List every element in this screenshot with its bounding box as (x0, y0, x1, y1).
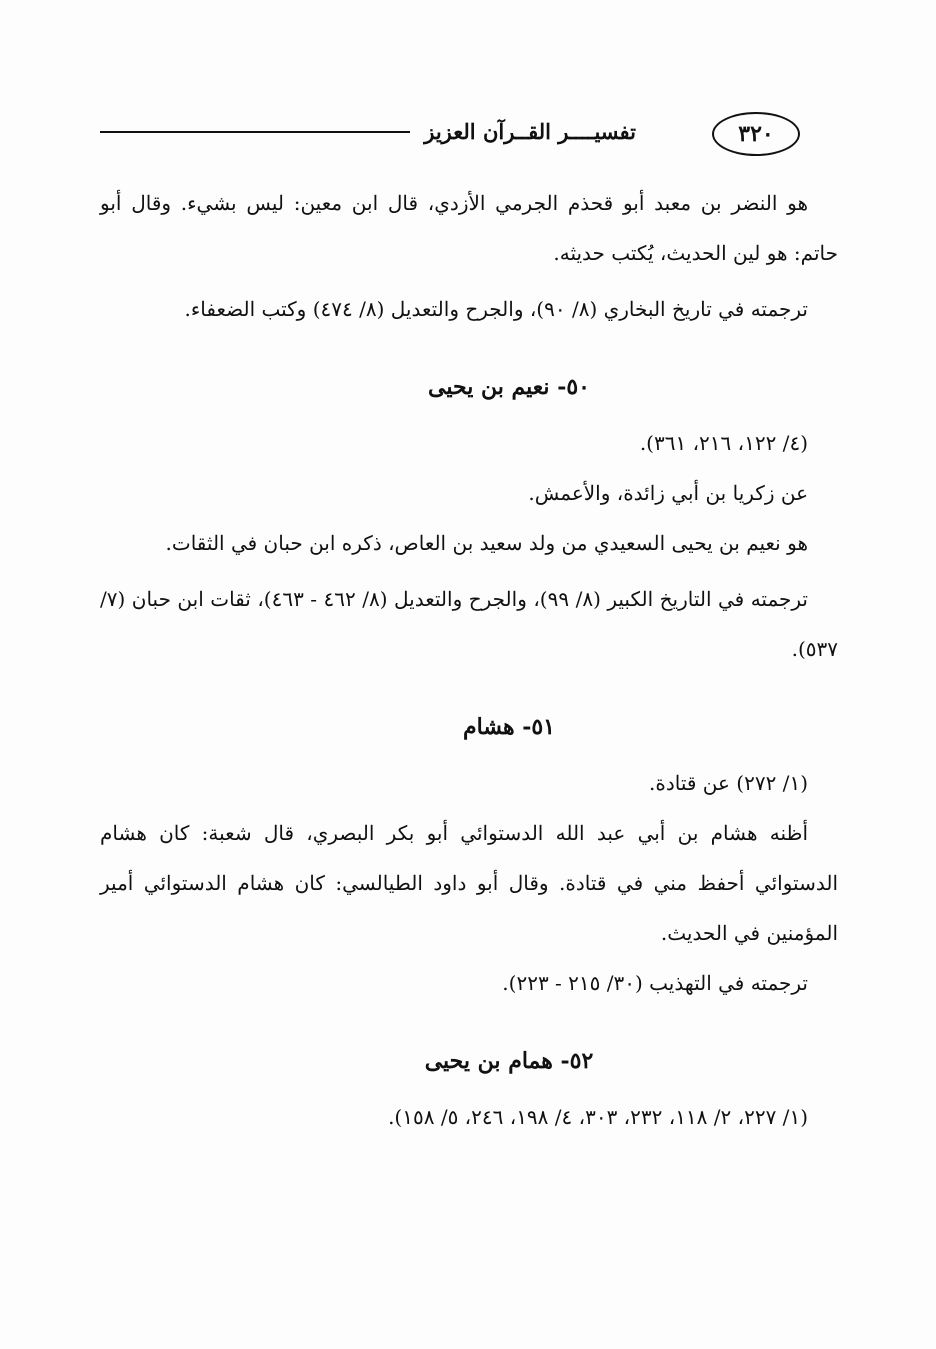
running-title: تفسيــــر القــرآن العزيز (410, 114, 650, 150)
paragraph-naim-refs: ترجمته في التاريخ الكبير (٨/ ٩٩)، والجرح والتعديل (٨/ ٤٦٢ - ٤٦٣)، ثقات ابن حبان (٧/ ٥٣٧). (100, 587, 838, 661)
paragraph-naim-bio: هو نعيم بن يحيى السعيدي من ولد سعيد بن العاص، ذكره ابن حبان في الثقات. (165, 531, 808, 555)
paragraph-hisham-bio: أظنه هشام بن أبي عبد الله الدستوائي أبو بكر البصري، قال شعبة: كان هشام الدستوائي أحفظ مني في قتادة. وقال أبو داود الطيالسي: كان هشام الدستوائي أمير المؤمنين في الحديث. (100, 821, 838, 945)
paragraph-hisham-refs: ترجمته في التهذيب (٣٠/ ٢١٥ - ٢٢٣). (502, 971, 808, 995)
page-number: ٣٢٠ (712, 112, 800, 156)
paragraph-nadr-refs: ترجمته في تاريخ البخاري (٨/ ٩٠)، والجرح والتعديل (٨/ ٤٧٤) وكتب الضعفاء. (184, 297, 808, 321)
entry-heading-51: ٥١- هشام (463, 714, 555, 740)
paragraph-hammam-locations: (١/ ٢٢٧، ٢/ ١١٨، ٢٣٢، ٣٠٣، ٤/ ١٩٨، ٢٤٦، ٥/ ١٥٨). (388, 1105, 808, 1129)
page-content (100, 178, 838, 1142)
entry-heading-50: ٥٠- نعيم بن يحيى (428, 374, 590, 400)
page-header (100, 108, 840, 156)
paragraph-hisham-locations: (١/ ٢٧٢) عن قتادة. (648, 771, 808, 795)
paragraph-nadr-bio: هو النضر بن معبد أبو قحذم الجرمي الأزدي، قال ابن معين: ليس بشيء. وقال أبو حاتم: هو لين الحديث، يُكتب حديثه. (100, 191, 838, 265)
entry-heading-52: ٥٢- همام بن يحيى (424, 1048, 594, 1074)
paragraph-naim-teachers: عن زكريا بن أبي زائدة، والأعمش. (528, 481, 808, 505)
paragraph-naim-locations: (٤/ ١٢٢، ٢١٦، ٣٦١). (639, 431, 808, 455)
